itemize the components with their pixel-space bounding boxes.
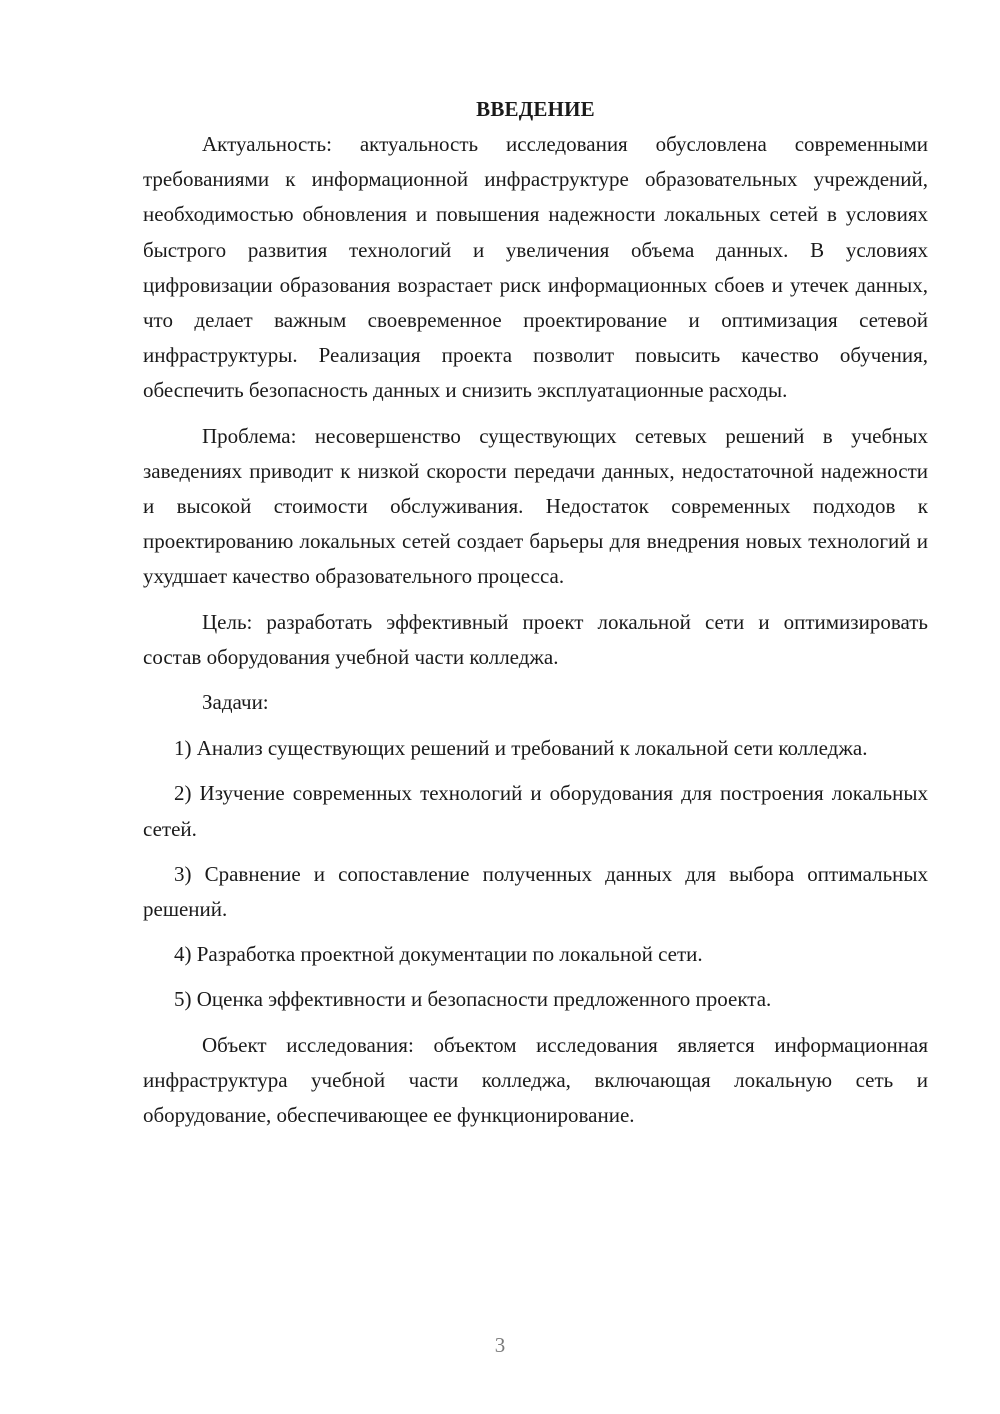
- tasks-heading: Задачи:: [202, 690, 269, 715]
- list-item: 5) Оценка эффективности и безопасности предложенного проекта.: [174, 987, 772, 1012]
- page-number: 3: [494, 1333, 506, 1357]
- relevance-paragraph: Актуальность: актуальность исследования обусловлена современными требованиями к информационной инфраструктуре образовательных учреждений, необходимостью обновления и повышения надежности локальных сетей в условиях быстрого развития технологий и увеличения объема данных. В условиях цифровизации образования возрастает риск информационных сбоев и утечек данных, что делает важным своевременное проектирование и оптимизация сетевой инфраструктуры. Реализация проекта позволит повысить качество обучения, обеспечить безопасность данных и снизить эксплуатационные расходы.: [143, 132, 928, 403]
- document-page: [143, 92, 928, 1133]
- list-item: 3) Сравнение и сопоставление полученных данных для выбора оптимальных решений.: [143, 861, 928, 922]
- list-item: 2) Изучение современных технологий и оборудования для построения локальных сетей.: [143, 781, 928, 841]
- page-title: ВВЕДЕНИЕ: [476, 97, 595, 121]
- list-item: 4) Разработка проектной документации по локальной сети.: [174, 942, 703, 967]
- tasks-list: [143, 731, 928, 1017]
- list-item: 1) Анализ существующих решений и требований к локальной сети колледжа.: [174, 736, 868, 761]
- problem-paragraph: Проблема: несовершенство существующих сетевых решений в учебных заведениях приводит к низкой скорости передачи данных, недостаточной надежности и высокой стоимости обслуживания. Недостаток современных подходов к проектированию локальных сетей создает барьеры для внедрения новых технологий и ухудшает качество образовательного процесса.: [143, 423, 928, 589]
- object-paragraph: Объект исследования: объектом исследования является информационная инфраструктура учебной части колледжа, включающая локальную сеть и оборудование, обеспечивающее ее функционирование.: [143, 1032, 928, 1128]
- goal-paragraph: Цель: разработать эффективный проект локальной сети и оптимизировать состав оборудования учебной части колледжа.: [143, 609, 928, 669]
